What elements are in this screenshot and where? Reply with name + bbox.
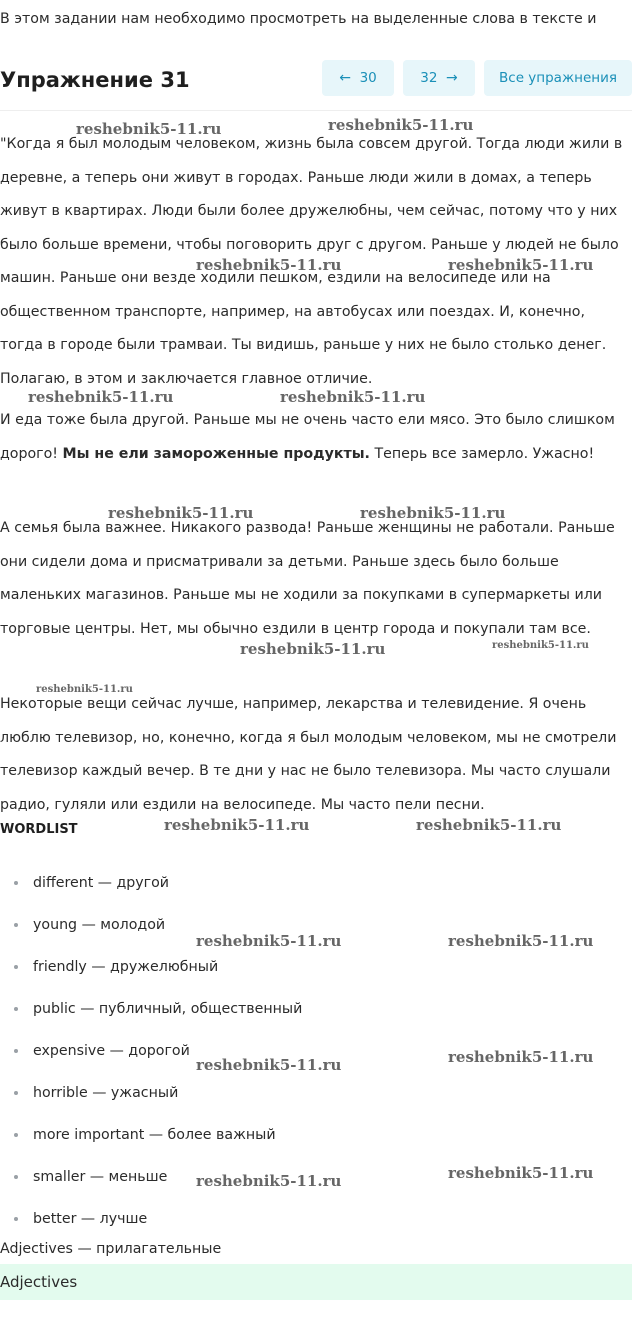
watermark: reshebnik5-11.ru (240, 640, 386, 658)
paragraph-2-start: И еда тоже была другой. Раньше мы не очень часто ели мясо. Это было слишком дорого! (0, 412, 615, 462)
adjectives-highlight: Adjectives (0, 1264, 632, 1300)
bullet-icon (14, 1091, 18, 1095)
list-item: more important — более важный (0, 1118, 302, 1160)
arrow-right-icon: → (446, 70, 458, 86)
prev-exercise-button[interactable] (322, 60, 394, 96)
watermark: reshebnik5-11.ru (448, 932, 594, 950)
paragraph-2-bold: Мы не ели замороженные продукты. (62, 445, 370, 462)
watermark: reshebnik5-11.ru (36, 684, 133, 695)
paragraph-1: "Когда я был молодым человеком, жизнь была совсем другой. Тогда люди жили в деревне, а теперь они живут в городах. Раньше люди жили в домах, а теперь живут в квартирах. Люди были более дружелюбны, чем сейчас, потому что у них было больше времени, чтобы поговорить друг с другом. Раньше у людей не было машин. Раньше они везде ходили пешком, ездили на велосипеде или на общественном транспорте, например, на автобусах или поездах. И, конечно, тогда в городе были трамваи. Ты видишь, раньше у них не было столько денег. Полагаю, в этом и заключается главное отличие. (0, 136, 623, 387)
watermark: reshebnik5-11.ru (448, 1048, 594, 1066)
watermark: reshebnik5-11.ru (28, 388, 174, 406)
bullet-icon (14, 965, 18, 969)
bullet-icon (14, 1175, 18, 1179)
list-item: expensive — дорогой (0, 1034, 302, 1076)
next-exercise-label: 32 (420, 70, 438, 86)
exercise-header (0, 52, 632, 111)
wordlist-title: WORDLIST (0, 822, 78, 837)
list-item: smaller — меньше (0, 1160, 302, 1202)
next-exercise-button[interactable] (403, 60, 475, 96)
watermark: reshebnik5-11.ru (164, 816, 310, 834)
bullet-icon (14, 923, 18, 927)
all-exercises-button[interactable]: Все упражнения (484, 60, 632, 96)
bullet-icon (14, 1049, 18, 1053)
paragraph-2-end: Теперь все замерло. Ужасно! (369, 445, 595, 462)
list-item: young — молодой (0, 908, 302, 950)
adjectives-caption: Adjectives — прилагательные (0, 1241, 222, 1257)
bullet-icon (14, 1217, 18, 1221)
bullet-icon (14, 1133, 18, 1137)
watermark: reshebnik5-11.ru (492, 640, 589, 651)
watermark: reshebnik5-11.ru (328, 116, 474, 134)
watermark: reshebnik5-11.ru (196, 932, 342, 950)
watermark: reshebnik5-11.ru (360, 504, 506, 522)
list-item: different — другой (0, 866, 302, 908)
arrow-left-icon: ← (339, 70, 351, 86)
list-item: better — лучше (0, 1202, 302, 1244)
paragraph-2 (0, 404, 632, 471)
paragraph-4: Некоторые вещи сейчас лучше, например, лекарства и телевидение. Я очень люблю телевизор, но, конечно, когда я был молодым человеком, мы не смотрели телевизор каждый вечер. В те дни у нас не было телевизора. Мы часто слушали радио, гуляли или ездили на велосипеде. Мы часто пели песни. (0, 696, 617, 813)
watermark: reshebnik5-11.ru (448, 1164, 594, 1182)
prev-exercise-label: 30 (359, 70, 377, 86)
watermark: reshebnik5-11.ru (196, 1056, 342, 1074)
bullet-icon (14, 1007, 18, 1011)
watermark: reshebnik5-11.ru (280, 388, 426, 406)
list-item: public — публичный, общественный (0, 992, 302, 1034)
list-item: friendly — дружелюбный (0, 950, 302, 992)
watermark: reshebnik5-11.ru (108, 504, 254, 522)
paragraph-3: А семья была важнее. Никакого развода! Раньше женщины не работали. Раньше они сидели дома и присматривали за детьми. Раньше здесь было больше маленьких магазинов. Раньше мы не ходили за покупками в супермаркеты или торговые центры. Нет, мы обычно ездили в центр города и покупали там все. (0, 520, 615, 637)
list-item: horrible — ужасный (0, 1076, 302, 1118)
intro-text: В этом задании нам необходимо просмотреть на выделенные слова в тексте и (0, 11, 597, 27)
watermark: reshebnik5-11.ru (416, 816, 562, 834)
watermark: reshebnik5-11.ru (196, 1172, 342, 1190)
watermark: reshebnik5-11.ru (196, 256, 342, 274)
page-title: Упражнение 31 (0, 68, 190, 92)
watermark: reshebnik5-11.ru (448, 256, 594, 274)
watermark: reshebnik5-11.ru (76, 120, 222, 138)
bullet-icon (14, 881, 18, 885)
